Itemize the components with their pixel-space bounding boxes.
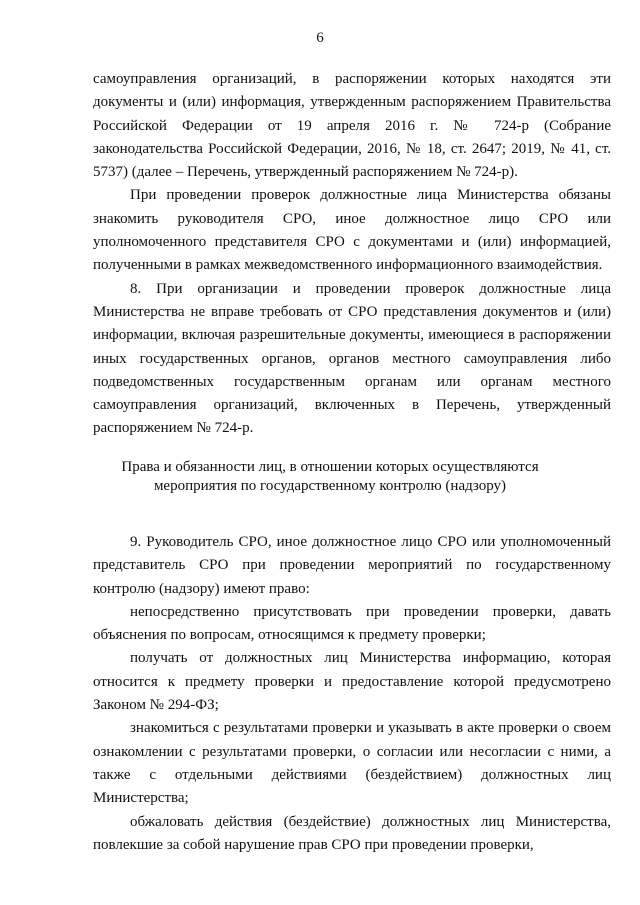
paragraph-item-9: 9. Руководитель СРО, иное должностное лицо СРО или уполномоченный представитель СРО при проведении мероприятий по государственному контролю (надзору) имеют право: (93, 534, 611, 597)
paragraph-right-attend: непосредственно присутствовать при проведении проверки, давать объяснения по вопросам, относящимся к предмету проверки; (93, 603, 611, 644)
paragraph-item-8: 8. При организации и проведении проверок должностные лица Министерства не вправе требовать от СРО представления документов и (или) информации, включая разрешительные документы, имеющиеся в распоряжении иных государственных органов, органов местного самоуправления либо подведомственных государственным органам или органам местного самоуправления организаций, включенных в Перечень, утвержденный распоряжением № 724-р. (93, 280, 611, 437)
paragraph-right-review-results: знакомиться с результатами проверки и указывать в акте проверки о своем ознакомлении с результатами проверки, о согласии или несогласии с ними, а также с отдельными действиями (бездействием) должностных лиц Министерства; (93, 720, 611, 807)
paragraph-right-appeal: обжаловать действия (бездействие) должностных лиц Министерства, повлекшие за собой нарушение прав СРО при проведении проверки, (93, 813, 611, 853)
paragraph-inspection-duties: При проведении проверок должностные лица Министерства обязаны знакомить руководителя СРО, иное должностное лицо СРО или уполномоченного представителя СРО с документами и (или) информацией, полученными в рамках межведомственного информационного взаимодействия. (93, 187, 611, 274)
paragraph-list-continuation: самоуправления организаций, в распоряжении которых находятся эти документы и (или) информация, утвержденным распоряжением Правительства Российской Федерации от 19 апреля 2016 г. № 724-р (Собрание законодательства Российской Федерации, 2016, № 18, ст. 2647; 2019, № 41, ст. 5737) (далее – Перечень, утвержденный распоряжением № 724-р). (93, 71, 611, 181)
section-heading: Права и обязанности лиц, в отношении которых осуществляются мероприятия по государственному контролю (надзору) (121, 459, 539, 494)
page-number: 6 (316, 30, 324, 46)
text-block-top (93, 68, 611, 441)
paragraph-right-receive-info: получать от должностных лиц Министерства информацию, которая относится к предмету проверки и предоставление которой предусмотрено Законом № 294-ФЗ; (93, 650, 611, 714)
text-block-bottom (93, 531, 611, 857)
